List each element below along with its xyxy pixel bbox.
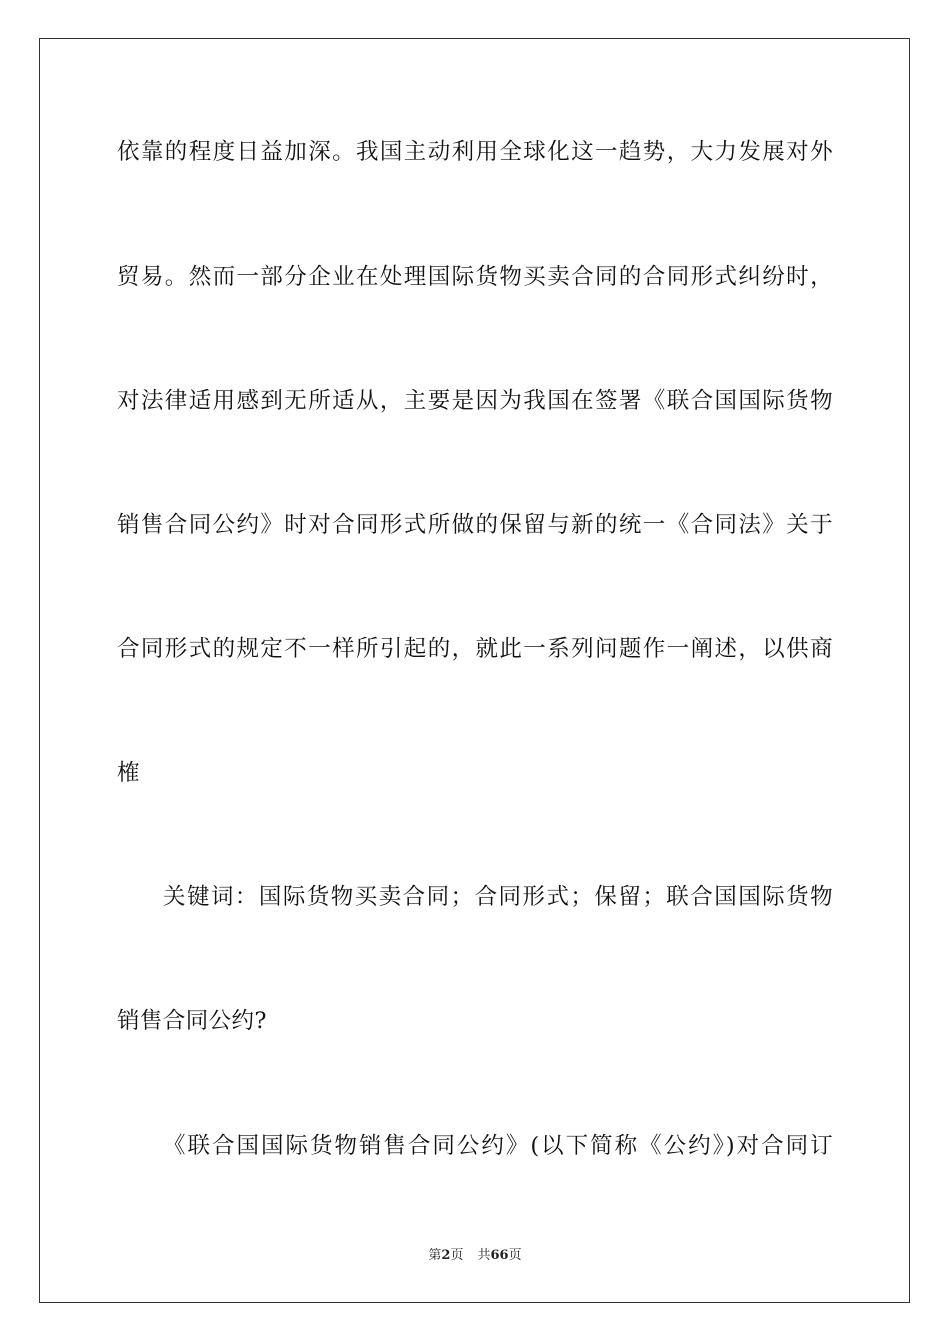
page-number: 2 (441, 1248, 451, 1263)
total-pages: 66 (490, 1248, 509, 1263)
page-suffix: 页 (450, 1248, 464, 1263)
keywords-line-2: 销售合同公约? (117, 1008, 267, 1034)
body-text-line-1: 依靠的程度日益加深。我国主动利用全球化这一趋势，大力发展对外 (117, 139, 833, 165)
body-text-line-3: 对法律适用感到无所适从，主要是因为我国在签署《联合国国际货物 (117, 388, 833, 414)
total-suffix: 页 (508, 1248, 522, 1263)
page-border (39, 38, 910, 1303)
page-prefix: 第 (428, 1248, 442, 1263)
body-text-line-4: 销售合同公约》时对合同形式所做的保留与新的统一《合同法》关于 (117, 512, 833, 538)
body-text-line-9: 《联合国国际货物销售合同公约》(以下简称《公约》)对合同订 (163, 1133, 833, 1159)
body-text-line-6: 榷 (117, 760, 140, 786)
page-footer (0, 1247, 950, 1265)
body-text-line-2: 贸易。然而一部分企业在处理国际货物买卖合同的合同形式纠纷时， (117, 264, 833, 290)
body-text-line-5: 合同形式的规定不一样所引起的，就此一系列问题作一阐述，以供商 (117, 636, 833, 662)
keywords-line-1: 关键词：国际货物买卖合同；合同形式；保留；联合国国际货物 (163, 884, 833, 910)
total-prefix: 共 (477, 1248, 491, 1263)
